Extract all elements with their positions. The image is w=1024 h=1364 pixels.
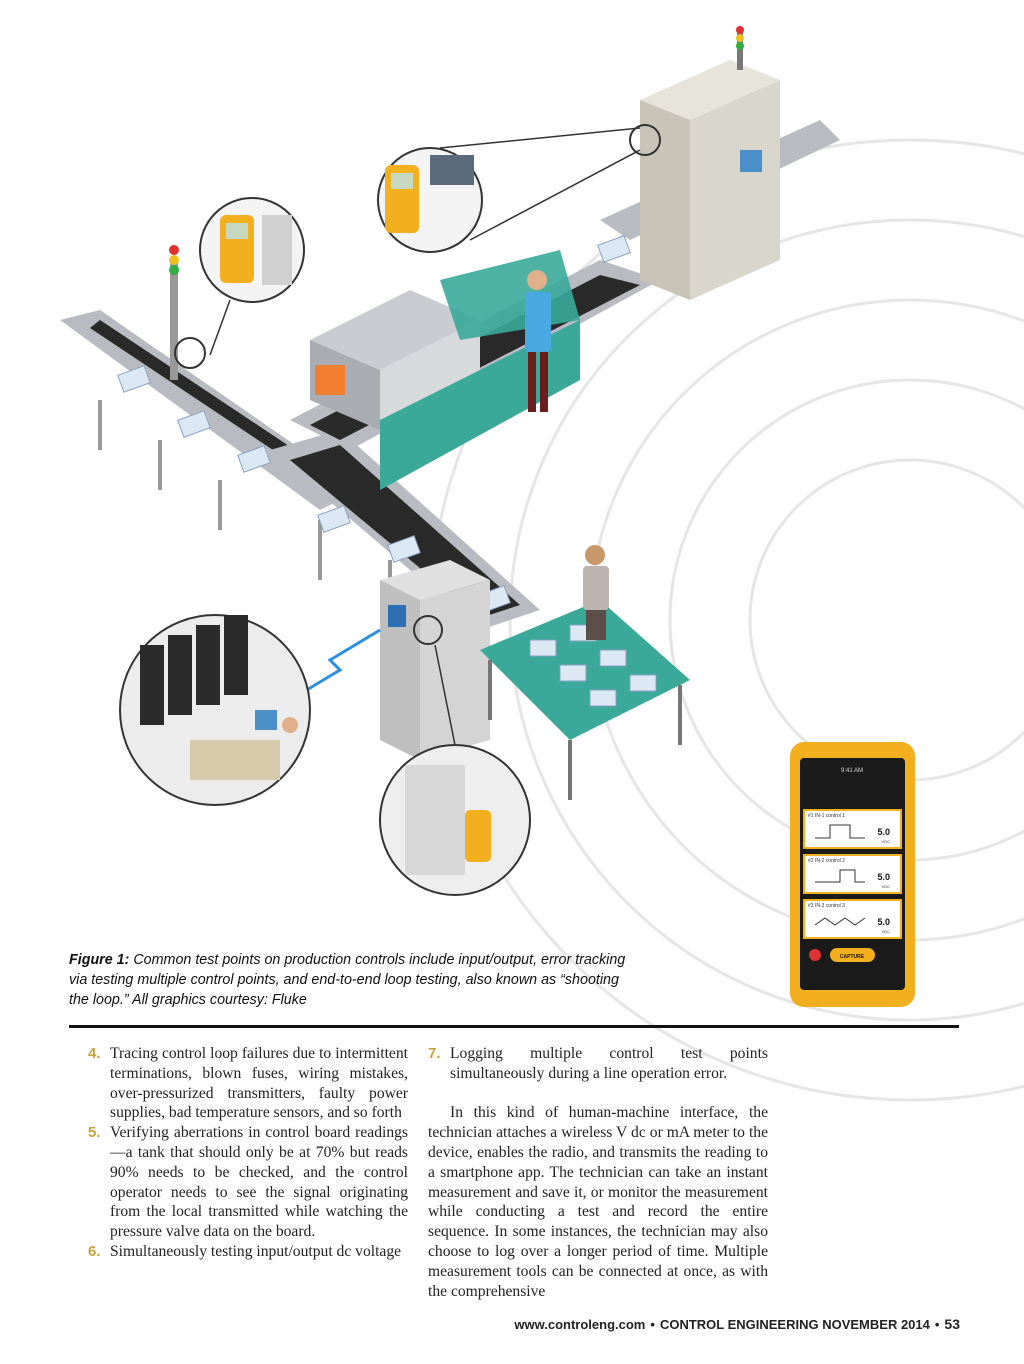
phone-row-2-unit: VDC	[881, 884, 890, 889]
footer-url: www.controleng.com	[514, 1317, 646, 1332]
phone-row-1-unit: VDC	[881, 839, 890, 844]
list-number: 4.	[88, 1045, 101, 1062]
phone-row-1-label: #1 IN-1 control 1	[808, 813, 845, 819]
figure-caption	[69, 950, 629, 1010]
left-column	[88, 1044, 408, 1262]
list-text: Simultaneously testing input/output dc voltage	[110, 1242, 402, 1260]
right-column	[428, 1044, 768, 1301]
smartphone-app	[790, 742, 915, 1007]
section-divider	[69, 1025, 959, 1028]
list-number: 5.	[88, 1124, 101, 1142]
phone-time: 9:41 AM	[840, 768, 864, 774]
phone-row-1-value: 5.0	[877, 827, 890, 837]
magnifier-server-room	[120, 615, 310, 805]
page-number: 53	[944, 1316, 960, 1332]
figure-caption-text: Common test points on production controls include input/output, error tracking via testing multiple control points, and end-to-end loop testing, also known as “shooting the loop.” All graphics courtesy: Fluke	[69, 952, 626, 1008]
list-number: 7.	[428, 1045, 441, 1062]
phone-row-2-value: 5.0	[877, 872, 890, 882]
list-text: Logging multiple control test points simultaneously during a line operation error.	[450, 1045, 768, 1082]
page-footer: www.controleng.com • CONTROL ENGINEERING NOVEMBER 2014 • 53	[514, 1316, 960, 1332]
phone-row-3-unit: VDC	[881, 929, 890, 934]
list-item	[88, 1044, 408, 1123]
footer-publication: CONTROL ENGINEERING NOVEMBER 2014	[659, 1317, 930, 1332]
list-item	[428, 1044, 768, 1084]
magnifier-meter-left	[175, 198, 304, 368]
phone-row-2-label: #2 IN-2 control 2	[808, 858, 845, 864]
worker-figure	[583, 545, 609, 640]
capture-label: CAPTURE	[839, 954, 865, 960]
record-icon	[809, 949, 821, 961]
list-text: Verifying aberrations in control board readings—a tank that should only be at 70% but reads 90% needs to be checked, and the control operator needs to see the signal originating from the local transmitted while watching the pressure valve data on the board.	[110, 1124, 408, 1241]
list-item	[88, 1123, 408, 1242]
phone-row-3-value: 5.0	[877, 917, 890, 927]
list-text: Tracing control loop failures due to intermittent terminations, blown fuses, wiring mistakes, over-pressurized transmitters, faulty power supplies, bad temperature sensors, and so forth	[110, 1045, 408, 1122]
list-number: 6.	[88, 1242, 101, 1260]
magnifier-meter-top	[378, 125, 660, 252]
right-cabinet	[640, 26, 780, 300]
phone-row-3-label: #3 IN-3 control 3	[808, 903, 845, 909]
control-cabinet	[380, 560, 490, 760]
body-paragraph: In this kind of human-machine interface, the technician attaches a wireless V dc or mA meter to the device, enables the radio, and transmits the reading to a smartphone app. The technician can take an instant measurement and save it, or monitor the measurement while conducting a test and record the entire sequence. In some instances, the technician may also choose to log over a longer period of time. Multiple measurement tools can be connected at once, as with the comprehensive	[428, 1104, 768, 1300]
figure-caption-label: Figure 1:	[69, 952, 130, 968]
list-item	[88, 1242, 408, 1262]
